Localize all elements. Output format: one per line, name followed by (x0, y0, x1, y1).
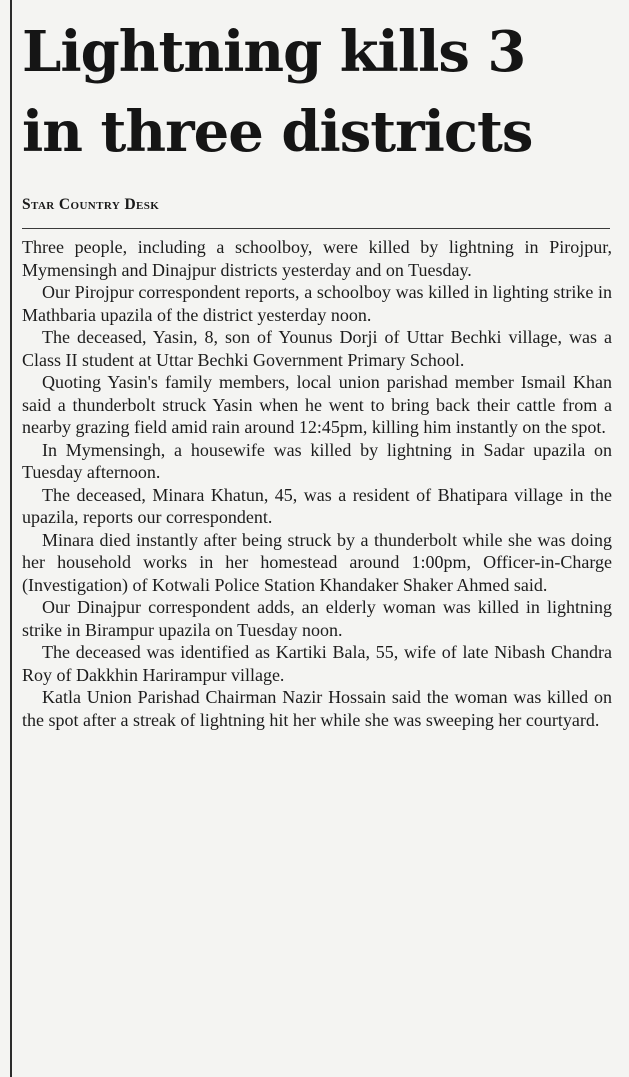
headline-line-1: Lightning kills 3 (22, 19, 526, 85)
paragraph: Our Dinajpur correspondent adds, an elderly woman was killed in lightning strike in Birampur upazila on Tuesday noon. (22, 597, 612, 640)
article-body (22, 236, 612, 731)
headline (22, 12, 622, 172)
paragraph: The deceased was identified as Kartiki Bala, 55, wife of late Nibash Chandra Roy of Dakkhin Harirampur village. (22, 642, 612, 685)
paragraph: Minara died instantly after being struck by a thunderbolt while she was doing her household works in her homestead around 1:00pm, Officer-in-Charge (Investigation) of Kotwali Police Station Khandaker Shaker Ahmed said. (22, 529, 612, 595)
byline-rule (22, 228, 610, 229)
paragraph: Katla Union Parishad Chairman Nazir Hossain said the woman was killed on the spot after a streak of lightning hit her while she was sweeping her courtyard. (22, 687, 612, 730)
paragraph: Our Pirojpur correspondent reports, a schoolboy was killed in lighting strike in Mathbaria upazila of the district yesterday noon. (22, 282, 612, 325)
headline-line-2: in three districts (22, 99, 533, 165)
byline: Star Country Desk (22, 196, 160, 213)
paragraph: In Mymensingh, a housewife was killed by lightning in Sadar upazila on Tuesday afternoon. (22, 439, 612, 482)
paragraph: The deceased, Minara Khatun, 45, was a resident of Bhatipara village in the upazila, reports our correspondent. (22, 484, 612, 527)
paragraph: Quoting Yasin's family members, local union parishad member Ismail Khan said a thunderbolt struck Yasin when he went to bring back their cattle from a nearby grazing field amid rain around 12:45pm, killing him instantly on the spot. (22, 372, 612, 437)
paragraph: Three people, including a schoolboy, were killed by lightning in Pirojpur, Mymensingh and Dinajpur districts yesterday and on Tuesday. (22, 237, 612, 280)
paragraph: The deceased, Yasin, 8, son of Younus Dorji of Uttar Bechki village, was a Class II student at Uttar Bechki Government Primary School. (22, 327, 612, 370)
column-divider (10, 0, 12, 1077)
